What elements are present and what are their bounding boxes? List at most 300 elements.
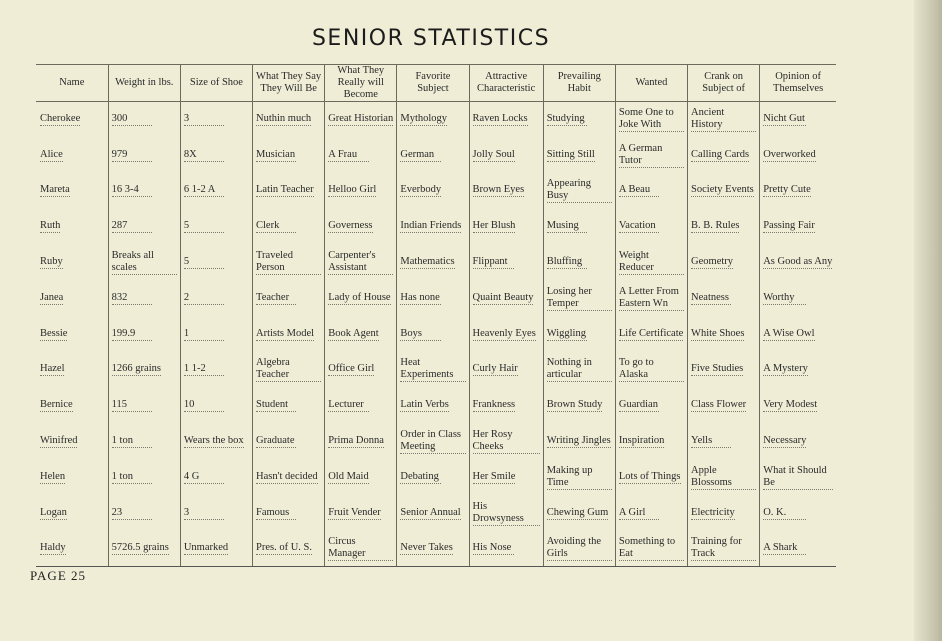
cell-value: Ruby — [40, 256, 63, 268]
table-cell — [325, 424, 397, 460]
cell-value: Bernice — [40, 399, 73, 411]
cell-value: Calling Cards — [691, 148, 750, 160]
table-cell — [397, 352, 469, 388]
table-cell — [543, 137, 615, 173]
table-row — [36, 137, 836, 173]
table-cell — [688, 531, 760, 567]
cell-value: Hasn't decided — [256, 470, 318, 482]
table-cell — [469, 531, 543, 567]
cell-value: White Shoes — [691, 327, 745, 339]
student-name-cell — [36, 209, 108, 245]
cell-value: To go to Alaska — [619, 357, 684, 382]
table-cell — [469, 173, 543, 209]
student-name-cell — [36, 495, 108, 531]
table-cell — [180, 424, 252, 460]
table-cell — [397, 424, 469, 460]
table-cell — [253, 388, 325, 424]
cell-value: His Nose — [473, 542, 515, 555]
table-cell — [760, 245, 836, 281]
table-cell — [469, 316, 543, 352]
table-cell — [253, 245, 325, 281]
column-header: Name — [36, 65, 108, 102]
cell-value: Bluffing — [547, 256, 587, 269]
cell-value: Nothing in articular — [547, 357, 612, 382]
table-cell — [760, 280, 836, 316]
cell-value: Heavenly Eyes — [472, 327, 536, 339]
cell-value: Some One to Joke With — [619, 107, 684, 132]
table-cell — [180, 495, 252, 531]
cell-value: Her Rosy Cheeks — [473, 429, 540, 454]
table-cell — [180, 280, 252, 316]
table-cell — [108, 495, 180, 531]
table-cell — [108, 209, 180, 245]
cell-value: 8X — [184, 149, 224, 162]
cell-value: Helen — [40, 470, 66, 482]
cell-value: Janea — [40, 291, 64, 303]
cell-value: Brown Study — [546, 399, 603, 411]
student-name-cell — [36, 173, 108, 209]
student-name-cell — [36, 316, 108, 352]
cell-value: Latin Teacher — [256, 184, 314, 196]
cell-value: A Wise Owl — [763, 327, 815, 339]
cell-value: 199.9 — [112, 328, 152, 341]
cell-value: As Good as Any — [763, 256, 833, 268]
column-header: Wanted — [615, 65, 687, 102]
cell-value: Pretty Cute — [763, 184, 811, 196]
cell-value: 1 — [184, 328, 224, 341]
table-cell — [180, 459, 252, 495]
cell-value: Inspiration — [618, 435, 665, 447]
table-cell — [469, 495, 543, 531]
cell-value: Breaks all scales — [112, 250, 177, 275]
table-cell — [688, 495, 760, 531]
cell-value: Ruth — [40, 220, 61, 232]
table-cell — [325, 137, 397, 173]
table-cell — [397, 245, 469, 281]
table-cell — [688, 388, 760, 424]
column-header: Attractive Characteristic — [469, 65, 543, 102]
table-cell — [325, 352, 397, 388]
cell-value: Ancient History — [691, 107, 756, 132]
table-cell — [543, 102, 615, 138]
table-cell — [325, 280, 397, 316]
table-cell — [469, 209, 543, 245]
table-cell — [688, 245, 760, 281]
table-cell — [760, 459, 836, 495]
cell-value: Latin Verbs — [400, 399, 449, 411]
cell-value: Studying — [547, 113, 587, 126]
table-cell — [397, 316, 469, 352]
senior-statistics-table — [36, 64, 836, 567]
table-cell — [325, 173, 397, 209]
cell-value: Cherokee — [40, 113, 81, 125]
cell-value: 3 — [184, 113, 224, 126]
cell-value: Apple Blossoms — [691, 465, 756, 490]
table-cell — [253, 531, 325, 567]
cell-value: 832 — [112, 292, 152, 305]
cell-value: Vacation — [619, 220, 659, 233]
table-row — [36, 459, 836, 495]
table-cell — [253, 209, 325, 245]
table-cell — [108, 316, 180, 352]
cell-value: Boys — [400, 328, 440, 341]
table-cell — [469, 102, 543, 138]
cell-value: 4 G — [184, 471, 224, 484]
table-cell — [615, 388, 687, 424]
table-cell — [253, 280, 325, 316]
table-cell — [543, 280, 615, 316]
table-cell — [180, 245, 252, 281]
cell-value: Prima Donna — [328, 435, 384, 447]
cell-value: Sitting Still — [546, 148, 595, 160]
table-cell — [253, 173, 325, 209]
table-cell — [543, 495, 615, 531]
table-cell — [543, 209, 615, 245]
cell-value: Famous — [256, 507, 296, 520]
cell-value: A Girl — [619, 507, 659, 520]
column-header: Favorite Subject — [397, 65, 469, 102]
student-name-cell — [36, 424, 108, 460]
table-row — [36, 388, 836, 424]
table-cell — [543, 352, 615, 388]
cell-value: Carpenter's Assistant — [328, 250, 393, 275]
student-name-cell — [36, 459, 108, 495]
table-cell — [469, 245, 543, 281]
student-name-cell — [36, 245, 108, 281]
table-cell — [397, 495, 469, 531]
cell-value: Pres. of U. S. — [256, 542, 313, 554]
table-row — [36, 495, 836, 531]
table-cell — [397, 173, 469, 209]
table-cell — [108, 137, 180, 173]
cell-value: 1 ton — [112, 435, 152, 448]
table-cell — [469, 388, 543, 424]
cell-value: Order in Class Meeting — [400, 429, 465, 454]
column-header: What They Really will Become — [325, 65, 397, 102]
table-cell — [397, 137, 469, 173]
cell-value: O. K. — [763, 507, 806, 520]
table-cell — [180, 209, 252, 245]
cell-value: What it Should Be — [763, 465, 833, 490]
table-cell — [615, 531, 687, 567]
table-cell — [688, 137, 760, 173]
table-cell — [180, 316, 252, 352]
cell-value: Something to Eat — [619, 536, 684, 561]
table-cell — [469, 459, 543, 495]
cell-value: Artists Model — [256, 327, 315, 339]
cell-value: Her Blush — [472, 220, 516, 232]
table-cell — [253, 352, 325, 388]
table-cell — [615, 352, 687, 388]
table-cell — [397, 102, 469, 138]
cell-value: Life Certificate — [618, 327, 684, 339]
cell-value: 115 — [112, 399, 152, 412]
table-row — [36, 424, 836, 460]
cell-value: Indian Friends — [400, 220, 462, 232]
cell-value: Logan — [40, 506, 67, 518]
student-name-cell — [36, 388, 108, 424]
table-cell — [688, 459, 760, 495]
cell-value: Brown Eyes — [472, 184, 525, 196]
table-cell — [108, 102, 180, 138]
table-row — [36, 173, 836, 209]
table-cell — [615, 137, 687, 173]
table-cell — [325, 209, 397, 245]
cell-value: A German Tutor — [619, 143, 684, 168]
cell-value: A Beau — [619, 184, 659, 197]
cell-value: Flippant — [473, 256, 515, 269]
cell-value: Old Maid — [328, 470, 369, 482]
table-cell — [325, 495, 397, 531]
cell-value: Helloo Girl — [328, 184, 377, 196]
table-cell — [253, 316, 325, 352]
table-cell — [325, 459, 397, 495]
cell-value: Jolly Soul — [472, 148, 515, 160]
cell-value: Losing her Temper — [547, 286, 612, 311]
cell-value: Musician — [256, 148, 296, 160]
student-name-cell — [36, 102, 108, 138]
table-cell — [615, 495, 687, 531]
table-cell — [108, 459, 180, 495]
table-cell — [469, 280, 543, 316]
cell-value: A Letter From Eastern Wn — [619, 286, 684, 311]
table-cell — [469, 137, 543, 173]
cell-value: 5 — [184, 220, 224, 233]
cell-value: German — [400, 149, 440, 162]
cell-value: Class Flower — [691, 399, 747, 411]
column-header: Opinion of Themselves — [760, 65, 836, 102]
cell-value: Everbody — [400, 184, 442, 196]
table-cell — [397, 388, 469, 424]
cell-value: Necessary — [763, 435, 807, 447]
cell-value: Office Girl — [328, 363, 375, 375]
cell-value: Great Historian — [328, 113, 394, 125]
table-row — [36, 316, 836, 352]
cell-value: Lecturer — [328, 399, 368, 412]
cell-value: Mythology — [400, 113, 448, 125]
cell-value: Electricity — [691, 506, 735, 518]
cell-value: Circus Manager — [328, 536, 393, 561]
page-title: SENIOR STATISTICS — [311, 26, 551, 51]
table-cell — [615, 280, 687, 316]
table-cell — [397, 280, 469, 316]
table-cell — [760, 495, 836, 531]
cell-value: Winifred — [40, 435, 78, 447]
table-cell — [615, 459, 687, 495]
table-cell — [615, 209, 687, 245]
cell-value: Hazel — [40, 363, 65, 375]
table-cell — [108, 531, 180, 567]
column-header: Weight in lbs. — [108, 65, 180, 102]
table-row — [36, 209, 836, 245]
table-cell — [253, 102, 325, 138]
cell-value: Overworked — [763, 148, 816, 160]
cell-value: Yells — [691, 435, 731, 448]
table-header-row — [36, 65, 836, 102]
table-cell — [108, 280, 180, 316]
table-cell — [180, 137, 252, 173]
table-row — [36, 352, 836, 388]
table-cell — [397, 531, 469, 567]
student-name-cell — [36, 352, 108, 388]
column-header: Prevailing Habit — [543, 65, 615, 102]
cell-value: Curly Hair — [472, 363, 518, 375]
student-name-cell — [36, 280, 108, 316]
cell-value: Senior Annual — [400, 506, 461, 518]
cell-value: Weight Reducer — [619, 250, 684, 275]
table-row — [36, 245, 836, 281]
cell-value: Appearing Busy — [547, 178, 612, 203]
cell-value: 6 1-2 A — [184, 184, 224, 197]
table-cell — [688, 280, 760, 316]
table-cell — [688, 102, 760, 138]
table-cell — [760, 173, 836, 209]
cell-value: Nuthin much — [256, 113, 312, 125]
table-cell — [253, 424, 325, 460]
table-cell — [543, 531, 615, 567]
cell-value: Wiggling — [546, 327, 586, 339]
table-cell — [615, 316, 687, 352]
cell-value: Geometry — [691, 256, 734, 268]
cell-value: 1 ton — [112, 471, 152, 484]
table-cell — [688, 316, 760, 352]
cell-value: Bessie — [40, 327, 68, 339]
cell-value: Mathematics — [400, 256, 455, 268]
cell-value: Teacher — [256, 292, 296, 305]
cell-value: 16 3-4 — [112, 184, 152, 197]
cell-value: Raven Locks — [472, 113, 528, 125]
cell-value: Writing Jingles — [546, 435, 611, 447]
table-cell — [469, 352, 543, 388]
table-body — [36, 102, 836, 567]
cell-value: Lots of Things — [618, 470, 681, 482]
table-cell — [397, 459, 469, 495]
cell-value: Unmarked — [183, 542, 229, 554]
table-cell — [760, 316, 836, 352]
column-header: Crank on Subject of — [688, 65, 760, 102]
table-cell — [108, 245, 180, 281]
cell-value: Avoiding the Girls — [547, 536, 612, 561]
cell-value: Society Events — [691, 184, 754, 196]
cell-value: Clerk — [256, 220, 296, 233]
table-row — [36, 280, 836, 316]
table-cell — [543, 173, 615, 209]
table-cell — [469, 424, 543, 460]
cell-value: A Frau — [328, 149, 368, 162]
cell-value: Fruit Vender — [328, 506, 381, 518]
cell-value: Has none — [400, 291, 440, 303]
cell-value: Traveled Person — [256, 250, 321, 275]
table-cell — [543, 388, 615, 424]
cell-value: 1 1-2 — [184, 363, 224, 376]
table-cell — [325, 102, 397, 138]
cell-value: Musing — [547, 220, 587, 233]
cell-value: Governess — [328, 220, 373, 232]
table-cell — [543, 245, 615, 281]
table-cell — [760, 209, 836, 245]
table-cell — [108, 424, 180, 460]
table-cell — [688, 352, 760, 388]
cell-value: 23 — [112, 507, 152, 520]
cell-value: 979 — [112, 149, 152, 162]
cell-value: 10 — [184, 399, 224, 412]
cell-value: 1266 grains — [111, 363, 161, 375]
table-cell — [688, 209, 760, 245]
table-cell — [180, 352, 252, 388]
cell-value: Chewing Gum — [546, 506, 609, 518]
table-cell — [108, 352, 180, 388]
table-cell — [180, 388, 252, 424]
cell-value: Student — [256, 399, 296, 412]
cell-value: Graduate — [256, 435, 295, 447]
cell-value: Worthy — [763, 292, 806, 305]
cell-value: Neatness — [691, 292, 731, 305]
table-cell — [325, 316, 397, 352]
cell-value: Algebra Teacher — [256, 357, 321, 382]
table-cell — [615, 173, 687, 209]
cell-value: 287 — [112, 220, 152, 233]
cell-value: B. B. Rules — [691, 220, 740, 232]
table-cell — [760, 388, 836, 424]
table-cell — [325, 531, 397, 567]
cell-value: Lady of House — [328, 291, 391, 303]
table-cell — [543, 424, 615, 460]
table-cell — [325, 245, 397, 281]
cell-value: Passing Fair — [763, 220, 815, 232]
table-cell — [180, 531, 252, 567]
cell-value: Her Smile — [472, 470, 516, 482]
cell-value: Book Agent — [328, 327, 379, 339]
cell-value: Frankness — [472, 399, 516, 411]
cell-value: Heat Experiments — [400, 357, 465, 382]
table-cell — [253, 495, 325, 531]
cell-value: Five Studies — [691, 363, 744, 375]
student-name-cell — [36, 137, 108, 173]
cell-value: Quaint Beauty — [472, 291, 534, 303]
table-cell — [760, 102, 836, 138]
cell-value: Nicht Gut — [763, 113, 805, 125]
cell-value: Training for Track — [691, 536, 756, 561]
table-cell — [543, 316, 615, 352]
cell-value: Wears the box — [183, 435, 244, 447]
column-header: What They Say They Will Be — [253, 65, 325, 102]
table-cell — [180, 102, 252, 138]
cell-value: A Mystery — [763, 363, 808, 375]
cell-value: 2 — [184, 292, 224, 305]
page-edge — [914, 0, 942, 641]
table-cell — [615, 102, 687, 138]
cell-value: Making up Time — [547, 465, 612, 490]
page-number: PAGE 25 — [30, 568, 87, 583]
cell-value: Haldy — [40, 542, 66, 554]
table-cell — [108, 173, 180, 209]
cell-value: 5 — [184, 256, 224, 269]
column-header: Size of Shoe — [180, 65, 252, 102]
table-cell — [615, 245, 687, 281]
table-cell — [760, 531, 836, 567]
table-cell — [760, 424, 836, 460]
table-cell — [108, 388, 180, 424]
table-cell — [325, 388, 397, 424]
table-cell — [397, 209, 469, 245]
table-row — [36, 531, 836, 567]
table-cell — [543, 459, 615, 495]
cell-value: A Shark — [763, 542, 806, 555]
student-name-cell — [36, 531, 108, 567]
table-cell — [180, 173, 252, 209]
table-cell — [688, 424, 760, 460]
cell-value: Mareta — [40, 184, 70, 196]
